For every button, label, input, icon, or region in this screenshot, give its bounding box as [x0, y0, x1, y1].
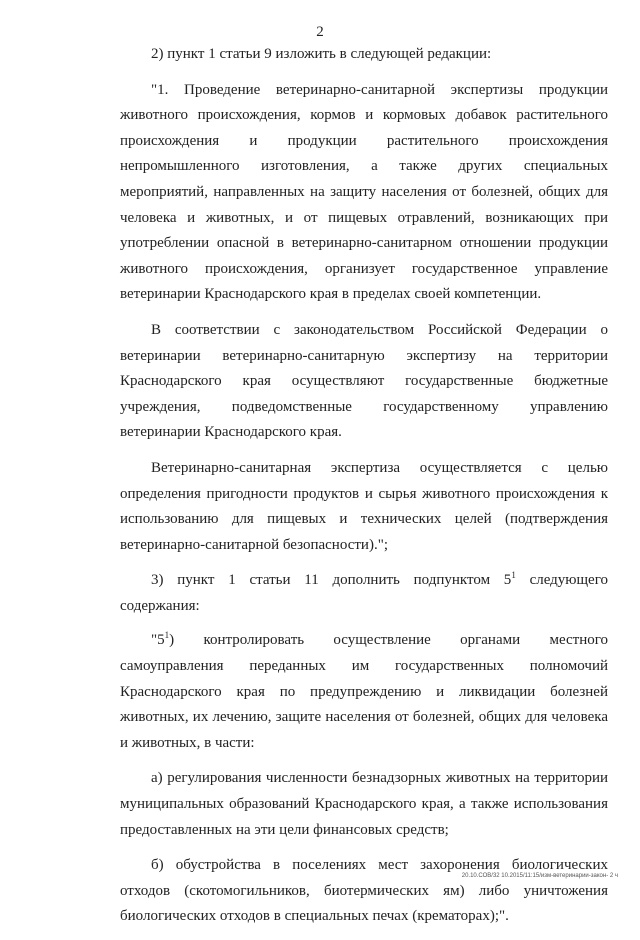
document-body	[120, 42, 608, 940]
item-3-text-end: следующего содержания:	[120, 572, 608, 614]
paragraph-sub-b: б) обустройства в поселениях мест захоронения биологических отходов (скотомогильников, биотермических ям) либо уничтожения биологических отходов в специальных печах (крематорах);".	[120, 857, 608, 925]
item-3-superscript: 1	[511, 570, 516, 581]
paragraph-subitem-5-1	[120, 628, 608, 756]
paragraph-legislation: В соответствии с законодательством Российской Федерации о ветеринарии ветеринарно-санитарную экспертизу на территории Краснодарского края осуществляют государственные бюджетные учреждения, подведомственные государственному управлению ветеринарии Краснодарского края.	[120, 321, 608, 441]
subitem-5-1-text: ) контролировать осуществление органами местного самоуправления переданных им государственных полномочий Краснодарского края по предупреждению и ликвидации болезней животных, их лечению, защите населения от болезней, общих для человека и животных, в части:	[120, 632, 608, 751]
subitem-5-1-superscript: 1	[164, 630, 170, 641]
paragraph-item-3	[120, 568, 608, 619]
paragraph-item-2: 2) пункт 1 статьи 9 изложить в следующей редакции:	[151, 46, 492, 62]
item-3-text: 3) пункт 1 статьи 11 дополнить подпунктом 5	[151, 572, 512, 589]
paragraph-sub-a: а) регулирования численности безнадзорных животных на территории муниципальных образований Краснодарского края, а также использования предоставленных на эти цели финансовых средств;	[120, 770, 608, 838]
paragraph-expertise-purpose: Ветеринарно-санитарная экспертиза осуществляется с целью определения пригодности продуктов и сырья животного происхождения к использованию для пищевых и технических целей (подтверждения ветеринарно-санитарной безопасности).";	[120, 459, 608, 553]
subitem-5-1-start: "5	[151, 632, 165, 649]
footer-file-stamp: 20.10.СОВ/32 10.2015/11:15/изм-ветеринарии-закон- 2 ч	[461, 873, 618, 879]
paragraph-vet-expertise: "1. Проведение ветеринарно-санитарной экспертизы продукции животного происхождения, кормов и кормовых добавок растительного происхождения и продукции растительного происхождения непромышленного изготовления, а также других специальных мероприятий, направленных на защиту населения от болезней, общих для человека и животных, и от пищевых отравлений, возникающих при употреблении опасной в ветеринарно-санитарном отношении продукции животного происхождения, организует государственное управление ветеринарии Краснодарского края в пределах своей компетенции.	[120, 81, 608, 303]
page-number: 2	[316, 24, 324, 40]
